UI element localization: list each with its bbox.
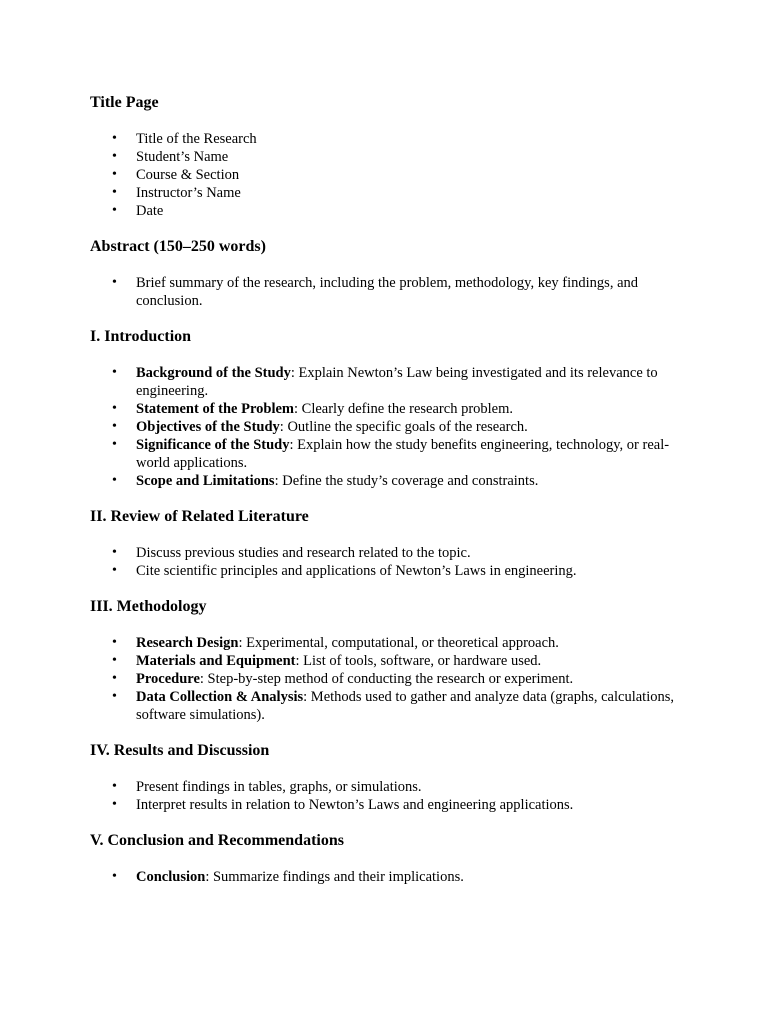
bullet-icon: • xyxy=(112,797,117,812)
bullet-icon: • xyxy=(112,131,117,146)
item-text: : Define the study’s coverage and constraints. xyxy=(274,473,539,489)
bullet-icon: • xyxy=(112,545,117,560)
section xyxy=(90,237,678,310)
item-text: : Methods used to gather and analyze data (graphs, calculations, software simulations). xyxy=(136,689,674,723)
list-item xyxy=(90,418,678,436)
item-term: Significance of the Study xyxy=(136,437,290,453)
item-term: Data Collection & Analysis xyxy=(136,689,304,705)
section xyxy=(90,327,678,490)
list-item xyxy=(90,634,678,652)
item-text: Instructor’s Name xyxy=(136,185,241,201)
list-item xyxy=(90,796,678,814)
bullet-icon: • xyxy=(112,473,117,488)
list-item xyxy=(90,202,678,220)
list-item xyxy=(90,652,678,670)
list-item xyxy=(90,436,678,472)
section xyxy=(90,831,678,886)
section xyxy=(90,597,678,724)
section-heading: II. Review of Related Literature xyxy=(90,508,309,525)
bullet-icon: • xyxy=(112,779,117,794)
list-item xyxy=(90,778,678,796)
list-item xyxy=(90,130,678,148)
bullet-icon: • xyxy=(112,275,117,290)
list-item xyxy=(90,562,678,580)
section-heading: III. Methodology xyxy=(90,598,207,615)
section xyxy=(90,93,678,220)
bullet-list xyxy=(90,868,678,886)
section xyxy=(90,741,678,814)
bullet-icon: • xyxy=(112,671,117,686)
list-item xyxy=(90,544,678,562)
section-heading: IV. Results and Discussion xyxy=(90,742,270,759)
bullet-icon: • xyxy=(112,437,117,452)
bullet-list xyxy=(90,130,678,220)
item-term: Statement of the Problem xyxy=(136,401,294,417)
list-item xyxy=(90,868,678,886)
item-text: Date xyxy=(136,203,164,219)
bullet-icon: • xyxy=(112,167,117,182)
section xyxy=(90,507,678,580)
item-text: : Clearly define the research problem. xyxy=(294,401,514,417)
list-item xyxy=(90,274,678,310)
list-item xyxy=(90,166,678,184)
item-text: Title of the Research xyxy=(136,131,257,147)
item-term: Procedure xyxy=(136,671,200,687)
item-term: Background of the Study xyxy=(136,365,291,381)
item-term: Materials and Equipment xyxy=(136,653,296,669)
item-text: Discuss previous studies and research related to the topic. xyxy=(136,545,471,561)
item-text: Interpret results in relation to Newton’s Laws and engineering applications. xyxy=(136,797,574,813)
list-item xyxy=(90,400,678,418)
bullet-icon: • xyxy=(112,365,117,380)
bullet-list xyxy=(90,778,678,814)
list-item xyxy=(90,670,678,688)
item-text: : List of tools, software, or hardware used. xyxy=(295,653,542,669)
bullet-icon: • xyxy=(112,869,117,884)
item-text: Present findings in tables, graphs, or simulations. xyxy=(136,779,422,795)
bullet-icon: • xyxy=(112,149,117,164)
bullet-icon: • xyxy=(112,401,117,416)
bullet-icon: • xyxy=(112,563,117,578)
bullet-list xyxy=(90,364,678,490)
item-text: : Explain Newton’s Law being investigated and its relevance to engineering. xyxy=(136,365,658,399)
bullet-list xyxy=(90,544,678,580)
section-heading: V. Conclusion and Recommendations xyxy=(90,832,344,849)
item-text: : Summarize findings and their implications. xyxy=(205,869,464,885)
bullet-icon: • xyxy=(112,653,117,668)
item-text: Cite scientific principles and applications of Newton’s Laws in engineering. xyxy=(136,563,577,579)
item-term: Research Design xyxy=(136,635,239,651)
bullet-icon: • xyxy=(112,689,117,704)
item-text: : Explain how the study benefits engineering, technology, or real-world applications. xyxy=(136,437,670,471)
bullet-list xyxy=(90,634,678,724)
bullet-list xyxy=(90,274,678,310)
item-text: : Outline the specific goals of the research. xyxy=(279,419,528,435)
document-body xyxy=(90,93,678,886)
item-term: Scope and Limitations xyxy=(136,473,275,489)
item-term: Objectives of the Study xyxy=(136,419,280,435)
section-heading: I. Introduction xyxy=(90,328,192,345)
section-heading: Abstract (150–250 words) xyxy=(90,238,266,255)
item-text: : Experimental, computational, or theoretical approach. xyxy=(238,635,559,651)
list-item xyxy=(90,472,678,490)
bullet-icon: • xyxy=(112,419,117,434)
section-heading: Title Page xyxy=(90,94,159,111)
item-text: Course & Section xyxy=(136,167,240,183)
bullet-icon: • xyxy=(112,203,117,218)
item-text: : Step-by-step method of conducting the research or experiment. xyxy=(199,671,574,687)
item-text: Brief summary of the research, including the problem, methodology, key findings, and conclusion. xyxy=(136,275,639,309)
item-term: Conclusion xyxy=(136,869,206,885)
list-item xyxy=(90,148,678,166)
list-item xyxy=(90,184,678,202)
list-item xyxy=(90,364,678,400)
bullet-icon: • xyxy=(112,635,117,650)
bullet-icon: • xyxy=(112,185,117,200)
item-text: Student’s Name xyxy=(136,149,229,165)
list-item xyxy=(90,688,678,724)
